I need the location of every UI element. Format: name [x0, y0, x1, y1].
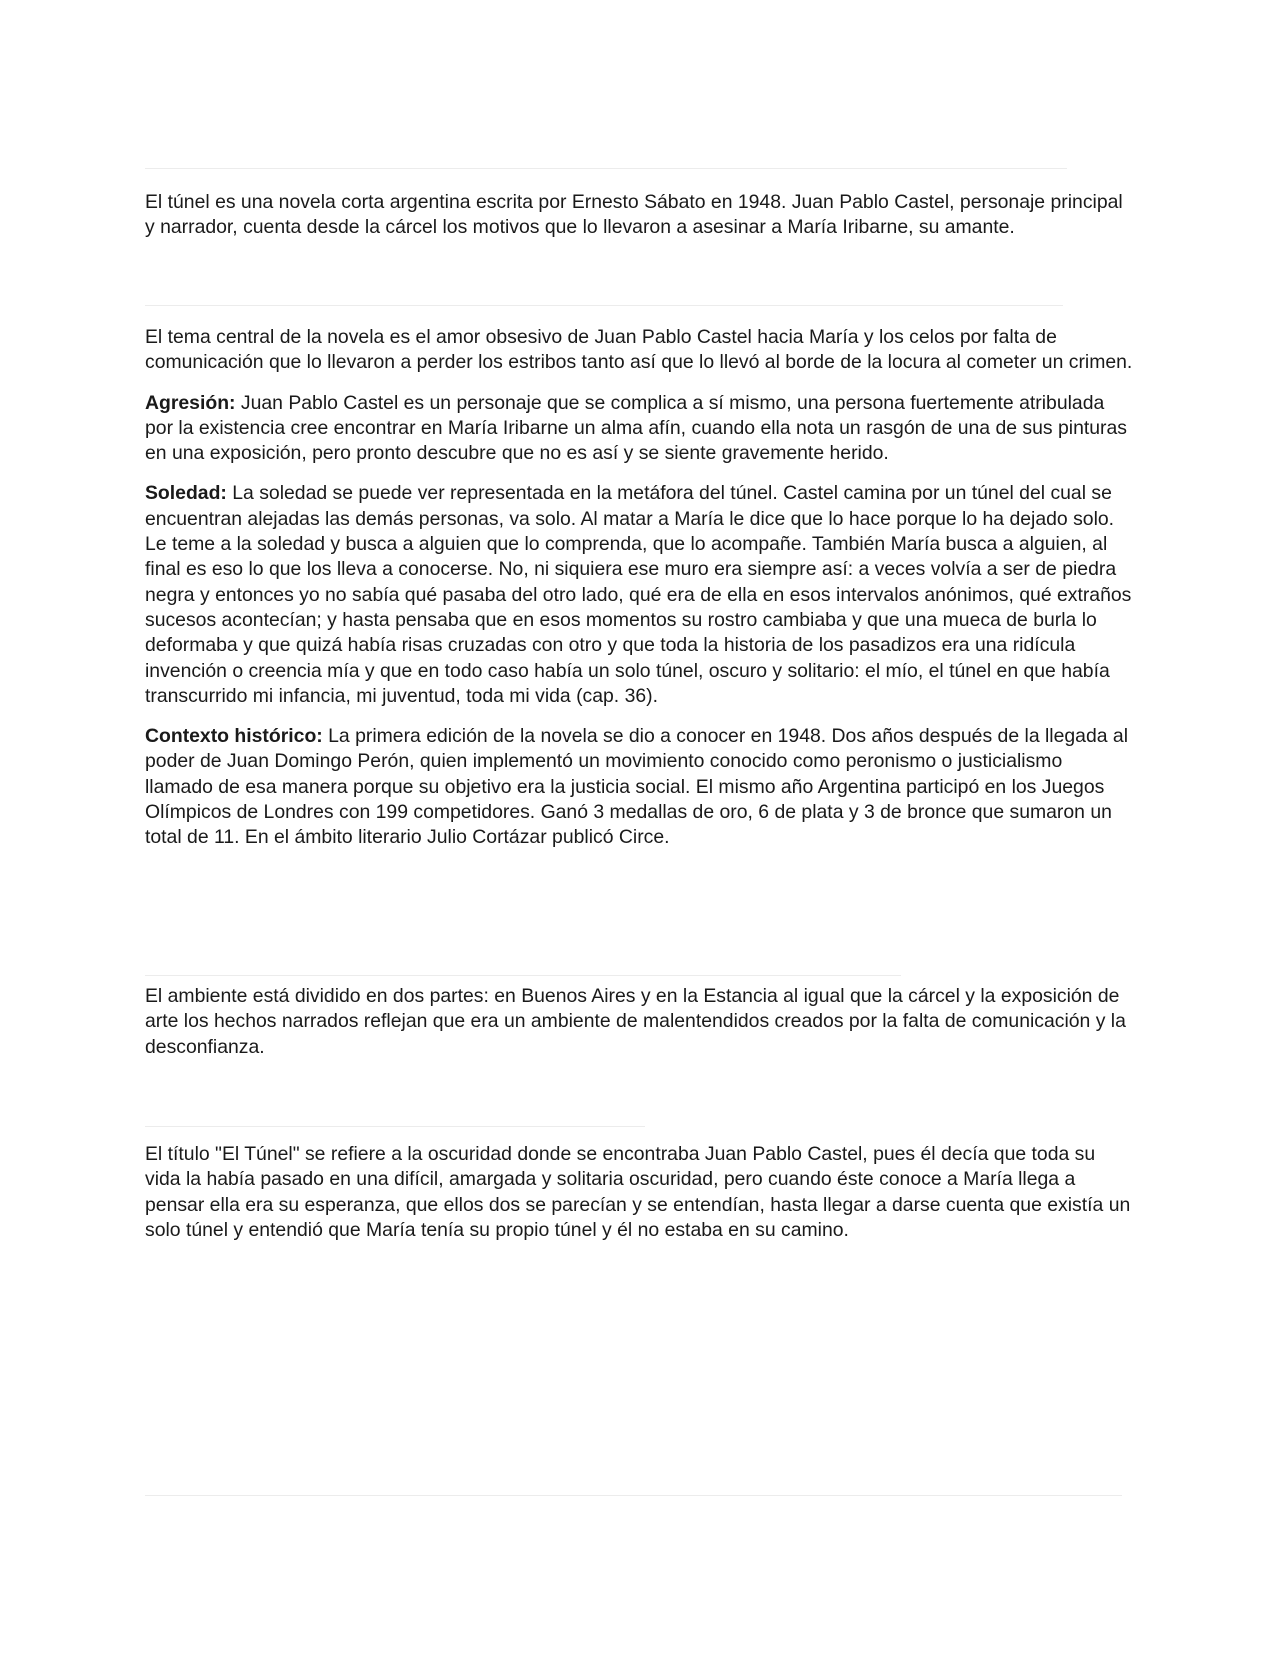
- agresion-label: Agresión:: [145, 391, 236, 414]
- soledad-paragraph: [145, 481, 1135, 709]
- intro-section: [145, 190, 1135, 241]
- divider-rule: [145, 305, 1063, 306]
- central-theme-paragraph: El tema central de la novela es el amor obsesivo de Juan Pablo Castel hacia María y los celos por falta de comunicación que lo llevaron a perder los estribos tanto así que lo llevó al borde de la locura al cometer un crimen.: [145, 326, 1133, 374]
- agresion-text: Juan Pablo Castel es un personaje que se complica a sí mismo, una persona fuertemente atribulada por la existencia cree encontrar en María Iribarne un alma afín, cuando ella nota un rasgón de una de sus pinturas en una exposición, pero pronto descubre que no es así y se siente gravemente herido.: [145, 391, 1127, 465]
- ambiente-paragraph: El ambiente está dividido en dos partes: en Buenos Aires y en la Estancia al igual que la cárcel y la exposición de arte los hechos narrados reflejan que era un ambiente de malentendidos creados por la falta de comunicación y la desconfianza.: [145, 985, 1126, 1058]
- contexto-text: La primera edición de la novela se dio a conocer en 1948. Dos años después de la llegada al poder de Juan Domingo Perón, quien implementó un movimiento conocido como peronismo o justicialismo llamado de esa manera porque su objetivo era la justicia social. El mismo año Argentina participó en los Juegos Olímpicos de Londres con 199 competidores. Ganó 3 medallas de oro, 6 de plata y 3 de bronce que sumaron un total de 11. En el ámbito literario Julio Cortázar publicó Circe.: [145, 725, 1129, 849]
- agresion-paragraph: [145, 391, 1135, 467]
- ambiente-section: [145, 984, 1135, 1060]
- soledad-label: Soledad:: [145, 482, 227, 505]
- contexto-paragraph: [145, 724, 1135, 850]
- intro-paragraph: El túnel es una novela corta argentina escrita por Ernesto Sábato en 1948. Juan Pablo Castel, personaje principal y narrador, cuenta desde la cárcel los motivos que lo llevaron a asesinar a María Iribarne, su amante.: [145, 191, 1123, 239]
- divider-rule: [145, 168, 1067, 169]
- divider-rule: [145, 975, 901, 976]
- divider-rule: [145, 1126, 645, 1127]
- contexto-label: Contexto histórico:: [145, 725, 323, 748]
- theme-section: [145, 325, 1135, 851]
- divider-rule: [145, 1495, 1122, 1496]
- titulo-section: [145, 1142, 1135, 1243]
- soledad-text: La soledad se puede ver representada en la metáfora del túnel. Castel camina por un túnel del cual se encuentran alejadas las demás personas, va solo. Al matar a María le dice que lo hace porque lo ha dejado solo. Le teme a la soledad y busca a alguien que lo comprenda, que lo acompañe. También María busca a alguien, al final es eso lo que los lleva a conocerse. No, ni siquiera ese muro era siempre así: a veces volvía a ser de piedra negra y entonces yo no sabía qué pasaba del otro lado, qué era de ella en esos intervalos anónimos, qué extraños sucesos acontecían; y hasta pensaba que en esos momentos su rostro cambiaba y que una mueca de burla lo deformaba y que quizá había risas cruzadas con otro y que toda la historia de los pasadizos era una ridícula invención o creencia mía y que en todo caso había un solo túnel, oscuro y solitario: el mío, el túnel en que había transcurrido mi infancia, mi juventud, toda mi vida (cap. 36).: [145, 482, 1132, 707]
- titulo-paragraph: El título "El Túnel" se refiere a la oscuridad donde se encontraba Juan Pablo Castel, pues él decía que toda su vida la había pasado en una difícil, amargada y solitaria oscuridad, pero cuando éste conoce a María llega a pensar ella era su esperanza, que ellos dos se parecían y se entendían, hasta llegar a darse cuenta que existía un solo túnel y entendió que María tenía su propio túnel y él no estaba en su camino.: [145, 1143, 1131, 1241]
